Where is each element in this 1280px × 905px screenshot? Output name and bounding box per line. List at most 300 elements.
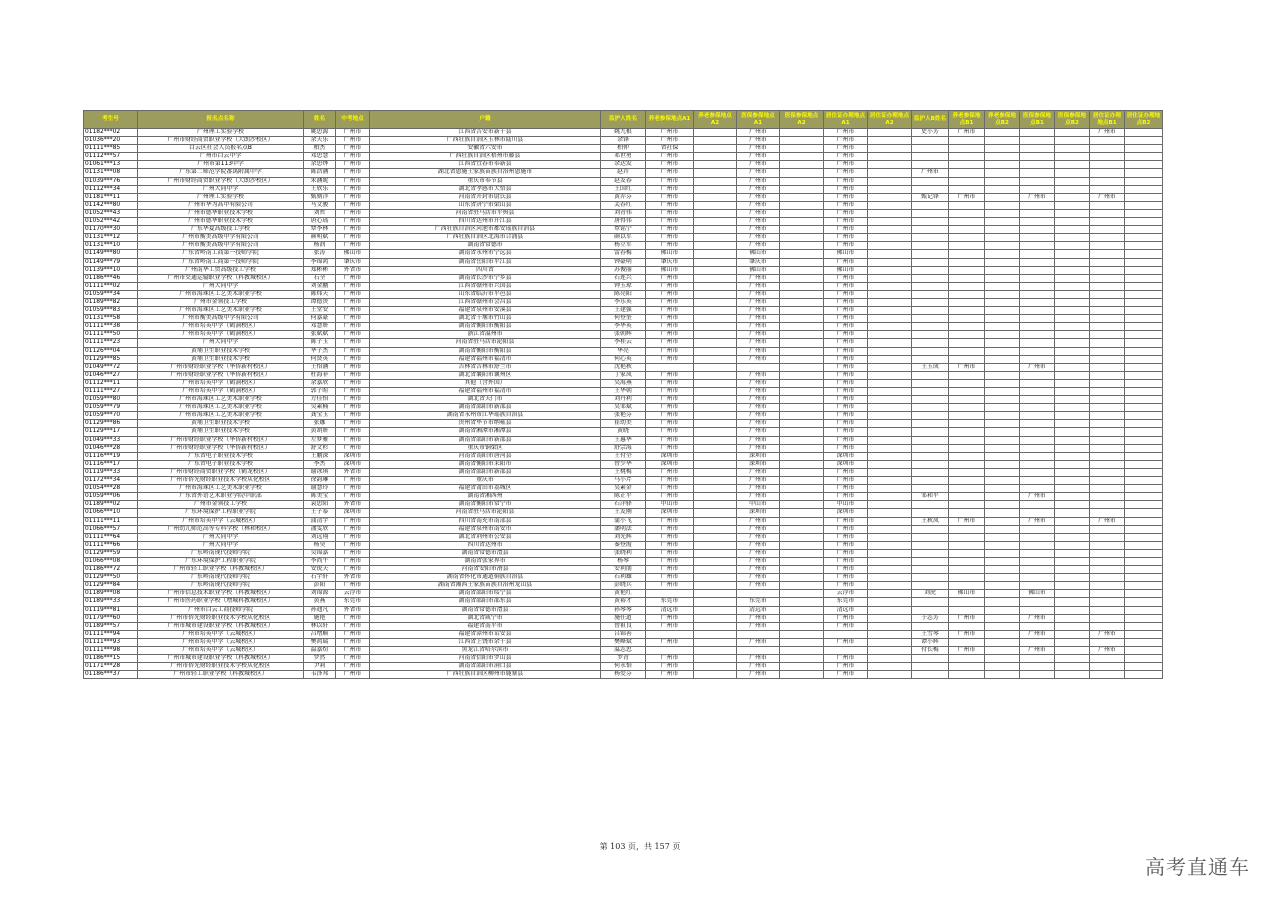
table-cell: 邓思慧 bbox=[304, 153, 336, 161]
table-cell: 广州市 bbox=[646, 218, 694, 226]
table-cell bbox=[1090, 663, 1125, 671]
table-cell bbox=[1090, 574, 1125, 582]
table-cell: 广州市 bbox=[646, 234, 694, 242]
table-cell: 福建省莆田市荔城区 bbox=[370, 485, 601, 493]
table-cell bbox=[694, 485, 737, 493]
table-cell bbox=[1090, 234, 1125, 242]
table-cell bbox=[780, 630, 824, 638]
table-cell bbox=[1020, 566, 1055, 574]
table-cell bbox=[868, 298, 912, 306]
table-cell: 广州市 bbox=[336, 347, 370, 355]
table-cell: 秦登霞 bbox=[601, 541, 646, 549]
column-header: 居住证办理地点A2 bbox=[868, 111, 912, 129]
table-cell: 杨琴 bbox=[601, 557, 646, 565]
table-cell bbox=[1020, 501, 1055, 509]
table-cell bbox=[912, 290, 949, 298]
table-cell: 广州市 bbox=[737, 663, 780, 671]
table-cell: 广州市财经职业学校（华侨新村校区） bbox=[138, 363, 304, 371]
table-cell: 广西壮族自治区北海市合浦县 bbox=[370, 234, 601, 242]
table-cell: 温志忠 bbox=[601, 647, 646, 655]
table-cell: 广州市 bbox=[949, 517, 985, 525]
table-cell bbox=[1020, 282, 1055, 290]
table-cell bbox=[780, 218, 824, 226]
table-cell: 01111***66 bbox=[84, 541, 138, 549]
table-cell bbox=[949, 622, 985, 630]
table-cell bbox=[1125, 460, 1163, 468]
table-cell: 01186***37 bbox=[84, 671, 138, 679]
table-cell: 深圳市 bbox=[646, 460, 694, 468]
table-cell bbox=[912, 379, 949, 387]
table-cell: 谭小辉 bbox=[912, 638, 949, 646]
table-row bbox=[84, 201, 1163, 209]
table-cell: 罗然 bbox=[304, 655, 336, 663]
table-cell: 广州市 bbox=[824, 638, 868, 646]
table-cell bbox=[1055, 145, 1090, 153]
table-cell bbox=[694, 622, 737, 630]
table-cell: 01181***11 bbox=[84, 193, 138, 201]
table-cell bbox=[868, 242, 912, 250]
table-cell bbox=[780, 371, 824, 379]
table-row bbox=[84, 485, 1163, 493]
table-row bbox=[84, 282, 1163, 290]
table-cell: 广州市 bbox=[646, 493, 694, 501]
table-cell bbox=[1055, 428, 1090, 436]
table-cell: 曾少华 bbox=[601, 460, 646, 468]
table-cell bbox=[1020, 177, 1055, 185]
table-cell bbox=[912, 468, 949, 476]
table-row bbox=[84, 428, 1163, 436]
table-cell bbox=[1090, 266, 1125, 274]
table-cell: 广州市 bbox=[824, 177, 868, 185]
table-cell: 深圳市 bbox=[336, 452, 370, 460]
table-cell bbox=[868, 169, 912, 177]
table-cell: 广州市 bbox=[646, 379, 694, 387]
table-cell: 湖南省衡阳市耒阳市 bbox=[370, 460, 601, 468]
table-cell: 佛山市 bbox=[646, 266, 694, 274]
table-cell bbox=[780, 388, 824, 396]
table-cell: 湖南省永州市宁远县 bbox=[370, 250, 601, 258]
table-cell: 01066***08 bbox=[84, 557, 138, 565]
table-cell bbox=[1055, 209, 1090, 217]
table-cell: 广州市 bbox=[737, 541, 780, 549]
table-cell bbox=[949, 566, 985, 574]
table-cell: 何贤英 bbox=[304, 355, 336, 363]
table-cell: 广州市 bbox=[824, 549, 868, 557]
table-cell: 重庆市铜梁区 bbox=[370, 444, 601, 452]
table-cell: 张晓利 bbox=[601, 549, 646, 557]
table-cell bbox=[912, 242, 949, 250]
table-cell bbox=[780, 412, 824, 420]
table-cell bbox=[1055, 185, 1090, 193]
table-cell: 广州市 bbox=[737, 218, 780, 226]
table-cell bbox=[985, 339, 1020, 347]
table-cell bbox=[1125, 209, 1163, 217]
table-cell: 东莞市 bbox=[646, 598, 694, 606]
table-cell: 深圳市 bbox=[737, 452, 780, 460]
table-cell: 广西壮族自治区玉林市陆川县 bbox=[370, 137, 601, 145]
table-cell bbox=[949, 226, 985, 234]
table-cell: 施任道 bbox=[601, 614, 646, 622]
table-cell: 广州市 bbox=[737, 574, 780, 582]
table-cell bbox=[1020, 161, 1055, 169]
table-cell bbox=[949, 258, 985, 266]
table-cell bbox=[1020, 436, 1055, 444]
table-cell: 广州市 bbox=[336, 137, 370, 145]
table-cell bbox=[949, 331, 985, 339]
table-cell bbox=[780, 339, 824, 347]
table-cell bbox=[949, 234, 985, 242]
table-cell: 刘丹利 bbox=[601, 396, 646, 404]
table-cell: 余思烨 bbox=[304, 161, 336, 169]
table-cell: 广州市 bbox=[824, 371, 868, 379]
table-cell bbox=[780, 404, 824, 412]
table-cell bbox=[985, 298, 1020, 306]
table-cell: 01129***59 bbox=[84, 549, 138, 557]
table-cell: 云浮市 bbox=[824, 590, 868, 598]
table-cell bbox=[912, 339, 949, 347]
table-cell: 重庆市奉节县 bbox=[370, 177, 601, 185]
table-cell bbox=[949, 557, 985, 565]
table-row bbox=[84, 234, 1163, 242]
table-row bbox=[84, 557, 1163, 565]
table-cell bbox=[1090, 606, 1125, 614]
table-cell: 广州市财经职业学校（华侨新村校区） bbox=[138, 371, 304, 379]
table-cell bbox=[1020, 557, 1055, 565]
table-cell bbox=[780, 209, 824, 217]
table-cell: 广州市 bbox=[336, 323, 370, 331]
table-cell bbox=[949, 250, 985, 258]
table-cell bbox=[868, 137, 912, 145]
table-cell: 邹和平 bbox=[912, 493, 949, 501]
table-cell bbox=[912, 266, 949, 274]
column-header: 居住证办理地点B1 bbox=[1090, 111, 1125, 129]
table-cell bbox=[985, 177, 1020, 185]
table-cell: 广东第二师范学院番禺附属中学 bbox=[138, 169, 304, 177]
table-cell bbox=[985, 258, 1020, 266]
table-cell bbox=[949, 145, 985, 153]
table-cell: 广东省外语艺术职业学院中职部 bbox=[138, 493, 304, 501]
table-cell bbox=[1090, 420, 1125, 428]
table-cell bbox=[912, 355, 949, 363]
table-cell: 广州市 bbox=[336, 485, 370, 493]
table-cell: 江西省吉安市新干县 bbox=[370, 129, 601, 137]
table-cell: 赵卉 bbox=[601, 169, 646, 177]
table-cell bbox=[694, 517, 737, 525]
table-cell: 广州市 bbox=[646, 655, 694, 663]
table-cell: 广州市 bbox=[737, 145, 780, 153]
table-cell bbox=[868, 590, 912, 598]
table-cell: 广州市 bbox=[646, 193, 694, 201]
table-cell bbox=[1090, 177, 1125, 185]
table-cell bbox=[868, 493, 912, 501]
table-cell: 01112***11 bbox=[84, 379, 138, 387]
table-cell bbox=[1020, 582, 1055, 590]
table-row bbox=[84, 371, 1163, 379]
table-cell: 山东省济宁市梁山县 bbox=[370, 201, 601, 209]
table-row bbox=[84, 218, 1163, 226]
table-cell: 广州市 bbox=[646, 388, 694, 396]
table-cell: 张娜 bbox=[304, 420, 336, 428]
table-cell: 福建省泉州市南安市 bbox=[370, 525, 601, 533]
table-cell: 吕增顺 bbox=[304, 630, 336, 638]
table-cell bbox=[912, 671, 949, 679]
table-cell: 广州市 bbox=[336, 663, 370, 671]
table-cell: 外省市 bbox=[336, 606, 370, 614]
table-cell bbox=[694, 323, 737, 331]
table-cell bbox=[1125, 517, 1163, 525]
table-cell bbox=[694, 315, 737, 323]
table-cell: 彭阳 bbox=[304, 582, 336, 590]
table-cell bbox=[694, 137, 737, 145]
table-cell bbox=[949, 452, 985, 460]
table-cell bbox=[1020, 218, 1055, 226]
table-cell: 广州市 bbox=[646, 226, 694, 234]
table-cell bbox=[949, 420, 985, 428]
table-cell: 深圳市 bbox=[737, 460, 780, 468]
table-cell bbox=[912, 549, 949, 557]
table-cell bbox=[1090, 436, 1125, 444]
table-cell bbox=[1055, 363, 1090, 371]
table-cell bbox=[949, 663, 985, 671]
table-cell bbox=[868, 347, 912, 355]
table-cell: 01186***46 bbox=[84, 274, 138, 282]
table-cell: 何永怡 bbox=[601, 663, 646, 671]
table-header-row bbox=[84, 111, 1163, 129]
table-cell bbox=[985, 541, 1020, 549]
table-cell bbox=[1055, 315, 1090, 323]
table-cell: 广州市 bbox=[824, 404, 868, 412]
table-cell: 广州市培英中学（鹤洞校区） bbox=[138, 379, 304, 387]
table-cell bbox=[868, 485, 912, 493]
table-cell bbox=[985, 379, 1020, 387]
table-cell: 王友刚 bbox=[601, 509, 646, 517]
table-cell bbox=[1090, 145, 1125, 153]
table-cell: 01049***33 bbox=[84, 436, 138, 444]
table-cell: 王欣乐 bbox=[304, 185, 336, 193]
table-cell: 广州市轻工职业学校（科教城校区） bbox=[138, 671, 304, 679]
table-cell: 广州市 bbox=[737, 477, 780, 485]
table-cell: 丁家凤 bbox=[601, 371, 646, 379]
table-cell bbox=[912, 307, 949, 315]
table-row bbox=[84, 460, 1163, 468]
table-cell: 吴海燕 bbox=[601, 379, 646, 387]
table-cell bbox=[985, 185, 1020, 193]
table-cell bbox=[912, 452, 949, 460]
table-cell: 深圳市 bbox=[336, 460, 370, 468]
table-cell: 深圳市 bbox=[646, 509, 694, 517]
table-cell bbox=[1125, 412, 1163, 420]
table-cell: 广州市 bbox=[737, 290, 780, 298]
table-row bbox=[84, 630, 1163, 638]
table-row bbox=[84, 638, 1163, 646]
table-cell bbox=[780, 282, 824, 290]
table-cell: 雷春梅 bbox=[601, 250, 646, 258]
table-row bbox=[84, 404, 1163, 412]
table-cell bbox=[912, 298, 949, 306]
table-cell: 河南省驻马店市泌阳县 bbox=[370, 509, 601, 517]
table-cell: 张斌斌 bbox=[304, 331, 336, 339]
table-cell: 柏杰 bbox=[304, 145, 336, 153]
table-cell: 广州市 bbox=[912, 169, 949, 177]
table-cell bbox=[949, 404, 985, 412]
table-cell bbox=[1125, 509, 1163, 517]
table-cell bbox=[1020, 468, 1055, 476]
table-cell: 钟玉琼 bbox=[601, 282, 646, 290]
table-cell bbox=[1125, 501, 1163, 509]
table-cell: 广州市 bbox=[1090, 647, 1125, 655]
table-cell bbox=[694, 590, 737, 598]
table-cell bbox=[780, 274, 824, 282]
table-cell bbox=[912, 598, 949, 606]
table-cell: 广州市 bbox=[737, 622, 780, 630]
enrollment-table bbox=[83, 110, 1163, 679]
table-cell bbox=[1020, 129, 1055, 137]
table-cell bbox=[1125, 574, 1163, 582]
table-cell bbox=[1020, 485, 1055, 493]
table-cell: 广州市 bbox=[737, 412, 780, 420]
table-cell: 广州市 bbox=[824, 161, 868, 169]
table-cell bbox=[912, 663, 949, 671]
table-cell bbox=[1090, 638, 1125, 646]
table-cell bbox=[868, 468, 912, 476]
table-row bbox=[84, 509, 1163, 517]
table-cell: 中山市 bbox=[737, 501, 780, 509]
table-cell bbox=[1090, 274, 1125, 282]
table-row bbox=[84, 339, 1163, 347]
table-cell bbox=[1055, 663, 1090, 671]
table-cell bbox=[985, 226, 1020, 234]
table-cell bbox=[694, 509, 737, 517]
table-cell bbox=[1125, 541, 1163, 549]
table-cell bbox=[780, 477, 824, 485]
table-cell bbox=[780, 493, 824, 501]
table-cell bbox=[1090, 185, 1125, 193]
table-cell: 曾祖良 bbox=[601, 622, 646, 630]
table-cell bbox=[780, 355, 824, 363]
table-cell: 广州市 bbox=[646, 663, 694, 671]
table-cell: 谭德贵 bbox=[304, 298, 336, 306]
table-cell bbox=[1055, 444, 1090, 452]
table-cell: 广州市 bbox=[336, 557, 370, 565]
table-cell bbox=[1125, 129, 1163, 137]
table-cell bbox=[737, 630, 780, 638]
table-cell bbox=[694, 428, 737, 436]
table-cell: 广州市 bbox=[336, 517, 370, 525]
table-cell: 广州市 bbox=[824, 533, 868, 541]
table-cell: 中山市 bbox=[646, 501, 694, 509]
table-cell bbox=[868, 477, 912, 485]
table-cell: 广州市 bbox=[824, 517, 868, 525]
column-header: 养老参保地点A1 bbox=[646, 111, 694, 129]
table-cell: 广州市 bbox=[336, 226, 370, 234]
table-cell bbox=[985, 452, 1020, 460]
table-cell bbox=[780, 298, 824, 306]
table-cell bbox=[1020, 638, 1055, 646]
table-cell bbox=[912, 460, 949, 468]
table-cell bbox=[985, 266, 1020, 274]
table-cell: 杜海菲 bbox=[304, 371, 336, 379]
table-cell bbox=[1055, 541, 1090, 549]
table-cell bbox=[868, 145, 912, 153]
table-cell: 广州市 bbox=[824, 655, 868, 663]
table-cell bbox=[1125, 355, 1163, 363]
table-cell: 蒲小飞 bbox=[601, 517, 646, 525]
table-cell: 肇庆市 bbox=[737, 258, 780, 266]
table-cell: 01111***38 bbox=[84, 323, 138, 331]
table-cell: 广东省电子职业技术学校 bbox=[138, 460, 304, 468]
table-cell: 广州市 bbox=[646, 282, 694, 290]
table-cell: 广州市 bbox=[646, 347, 694, 355]
table-cell bbox=[1020, 242, 1055, 250]
table-cell: 01061***13 bbox=[84, 161, 138, 169]
table-cell: 广州市 bbox=[737, 331, 780, 339]
table-cell: 湖北省孝感市大悟县 bbox=[370, 185, 601, 193]
table-cell bbox=[912, 274, 949, 282]
table-cell: 广州市 bbox=[737, 209, 780, 217]
table-cell: 广州市轻工职业学校（科教城校区） bbox=[138, 566, 304, 574]
table-cell bbox=[985, 663, 1020, 671]
table-cell bbox=[949, 436, 985, 444]
table-cell: 郑彬彬 bbox=[304, 266, 336, 274]
table-cell bbox=[780, 533, 824, 541]
table-cell: 广州市华为高中有限公司 bbox=[138, 201, 304, 209]
table-cell: 广州市 bbox=[336, 525, 370, 533]
table-cell: 广州市 bbox=[737, 517, 780, 525]
table-cell bbox=[985, 209, 1020, 217]
table-cell bbox=[694, 290, 737, 298]
table-cell bbox=[1055, 671, 1090, 679]
column-header: 医保参保地点B1 bbox=[1020, 111, 1055, 129]
table-cell: 广州市 bbox=[737, 274, 780, 282]
table-cell: 张朝辉 bbox=[601, 331, 646, 339]
table-cell bbox=[1125, 614, 1163, 622]
table-cell bbox=[1125, 193, 1163, 201]
column-header: 中考地点 bbox=[336, 111, 370, 129]
table-cell bbox=[985, 533, 1020, 541]
table-cell bbox=[1055, 307, 1090, 315]
table-cell: 湖北省恩施土家族苗族自治州恩施市 bbox=[370, 169, 601, 177]
table-cell bbox=[949, 477, 985, 485]
table-cell bbox=[985, 371, 1020, 379]
table-cell bbox=[1125, 226, 1163, 234]
table-cell: 广州市 bbox=[737, 242, 780, 250]
table-cell bbox=[985, 242, 1020, 250]
table-cell bbox=[912, 282, 949, 290]
table-cell: 广州市 bbox=[737, 339, 780, 347]
table-cell: 广州市 bbox=[824, 242, 868, 250]
table-row bbox=[84, 582, 1163, 590]
table-cell bbox=[949, 525, 985, 533]
table-cell: 陈正平 bbox=[601, 493, 646, 501]
table-cell bbox=[1055, 258, 1090, 266]
table-cell bbox=[1020, 655, 1055, 663]
table-row bbox=[84, 379, 1163, 387]
table-cell: 01111***64 bbox=[84, 533, 138, 541]
table-cell: 湖北省襄阳市襄州区 bbox=[370, 371, 601, 379]
table-cell bbox=[780, 655, 824, 663]
table-cell bbox=[694, 153, 737, 161]
table-cell bbox=[1125, 282, 1163, 290]
table-cell bbox=[985, 193, 1020, 201]
table-row bbox=[84, 266, 1163, 274]
table-cell: 01186***15 bbox=[84, 655, 138, 663]
table-row bbox=[84, 598, 1163, 606]
table-cell bbox=[1055, 396, 1090, 404]
table-cell: 江西省赣州市兴国县 bbox=[370, 282, 601, 290]
table-cell bbox=[868, 315, 912, 323]
table-cell bbox=[868, 622, 912, 630]
table-cell: 广州市培英中学（云城校区） bbox=[138, 630, 304, 638]
